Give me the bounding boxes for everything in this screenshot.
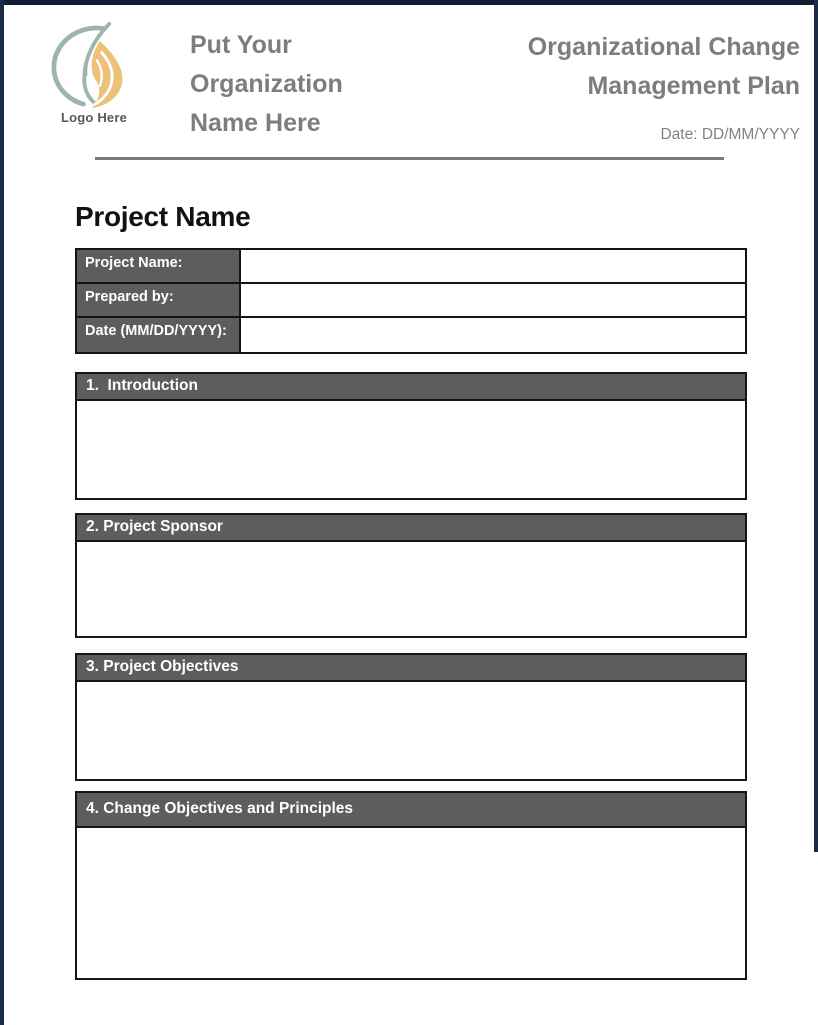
org-name-line-3: Name Here [190, 109, 321, 137]
project-name-field[interactable] [241, 250, 745, 282]
logo-caption: Logo Here [60, 110, 128, 125]
project-info-table [75, 248, 747, 354]
section-project-objectives-header: 3. Project Objectives [77, 655, 745, 682]
leaf-flame-logo-icon [40, 22, 148, 108]
page-title: Project Name [75, 201, 251, 232]
date-placeholder[interactable]: Date: DD/MM/YYYY [660, 126, 800, 143]
org-name-line-2: Organization [190, 70, 343, 98]
document-title-line-2: Management Plan [587, 72, 800, 100]
org-name-line-1: Put Your [190, 31, 292, 59]
section-introduction-body[interactable] [77, 401, 745, 525]
page-border-right [814, 0, 818, 852]
date-field[interactable] [241, 318, 745, 352]
date-label: Date (MM/DD/YYYY): [77, 318, 241, 352]
page-border-left [0, 0, 4, 1025]
section-project-objectives [75, 653, 747, 781]
document-title [380, 28, 800, 106]
section-project-sponsor-body[interactable] [77, 542, 745, 663]
page-border-top [0, 0, 818, 5]
section-project-objectives-body[interactable] [77, 682, 745, 806]
table-row [77, 318, 745, 352]
document-title-line-1: Organizational Change [527, 33, 800, 61]
logo-placeholder[interactable] [36, 22, 152, 125]
section-change-objectives-body[interactable] [77, 828, 745, 1013]
prepared-by-field[interactable] [241, 284, 745, 316]
section-introduction [75, 372, 747, 500]
header-divider [95, 157, 724, 160]
section-project-sponsor-header: 2. Project Sponsor [77, 515, 745, 542]
prepared-by-label: Prepared by: [77, 284, 241, 316]
section-project-sponsor [75, 513, 747, 638]
table-row [77, 284, 745, 318]
project-name-label: Project Name: [77, 250, 241, 282]
section-introduction-header: 1. Introduction [77, 374, 745, 401]
section-change-objectives-header: 4. Change Objectives and Principles [77, 793, 745, 828]
table-row [77, 250, 745, 284]
section-change-objectives [75, 791, 747, 980]
